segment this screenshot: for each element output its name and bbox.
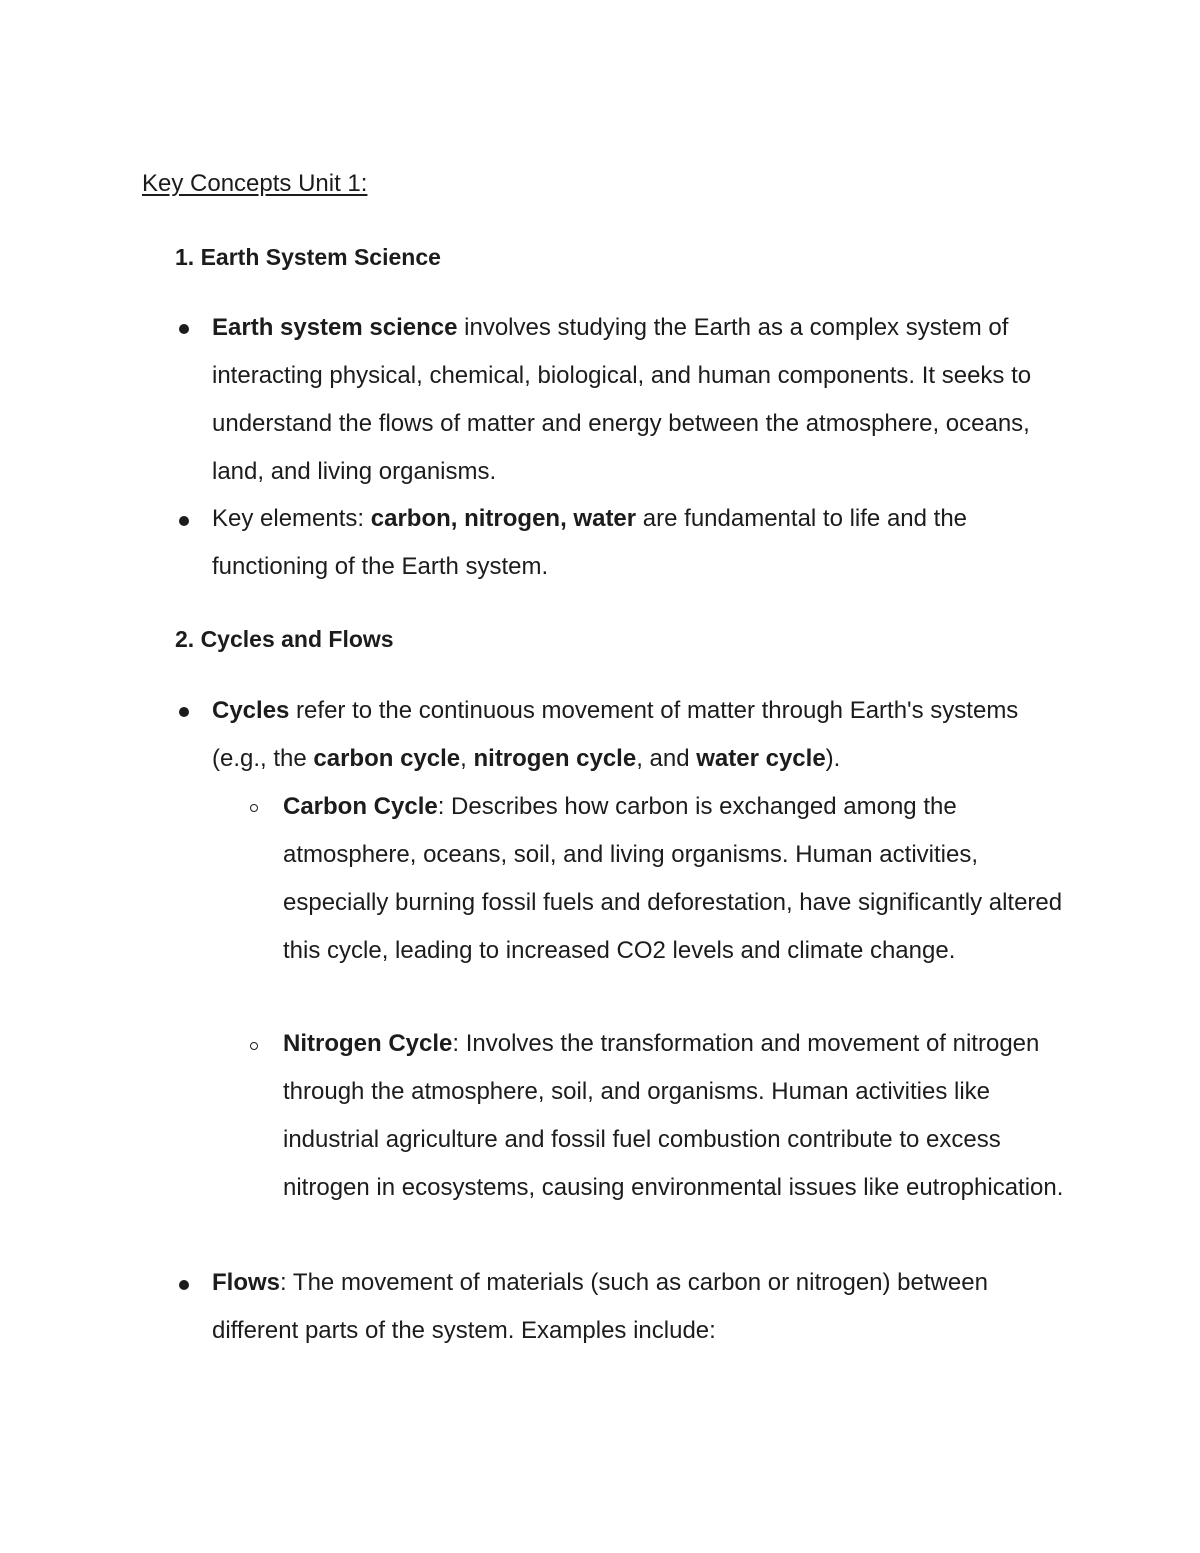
bold-term: Flows [212, 1269, 281, 1296]
bullet-text: : The movement of materials (such as carbon or nitrogen) between different parts of the system. Examples include: [212, 1269, 988, 1344]
bullet-text: : Involves the transformation and movement of nitrogen through the atmosphere, soil, and organisms. Human activities like industrial agriculture and fossil fuel combustion contribute to excess nitrogen in ecosystems, causing environmental issues like eutrophication. [283, 1030, 1064, 1201]
bold-term: Cycles [212, 697, 290, 724]
bullet-text: ). [825, 745, 841, 772]
page-title: Key Concepts Unit 1: [142, 170, 368, 197]
sub-bullet-carbon-cycle [283, 783, 1073, 975]
bold-term: Nitrogen Cycle [283, 1030, 453, 1057]
bold-term: carbon, nitrogen, water [370, 505, 637, 532]
bullet-disc-icon [179, 324, 189, 334]
section-heading-earth-system-science: 1. Earth System Science [175, 244, 441, 270]
bullet-text: refer to the continuous movement of matter through Earth's systems (e.g., the [212, 697, 1019, 772]
bullet-disc-icon [179, 707, 189, 717]
bullet-text: are fundamental to life and the functioning of the Earth system. [212, 505, 968, 580]
bullet-text: , and [636, 745, 697, 772]
bold-term: water cycle [696, 745, 826, 772]
bullet-text: : Describes how carbon is exchanged among the atmosphere, oceans, soil, and living organisms. Human activities, especially burning fossil fuels and deforestation, have significantly altered this cycle, leading to increased CO2 levels and climate change. [283, 793, 1063, 964]
bullet-text: involves studying the Earth as a complex system of interacting physical, chemical, biological, and human components. It seeks to understand the flows of matter and energy between the atmosphere, oceans, land, and living organisms. [212, 314, 1032, 485]
sub-bullet-nitrogen-cycle [283, 1020, 1073, 1212]
bullet-cycles [212, 687, 1072, 783]
bold-term: Earth system science [212, 314, 458, 341]
bullet-disc-icon [179, 516, 189, 526]
section-heading-cycles-and-flows: 2. Cycles and Flows [175, 626, 394, 652]
bullet-text: , [460, 745, 474, 772]
sub-bullet-circle-icon [250, 1042, 258, 1050]
bold-term: nitrogen cycle [473, 745, 637, 772]
bullet-key-elements [212, 495, 1072, 591]
sub-bullet-circle-icon [250, 804, 258, 812]
bullet-text: Key elements: [212, 505, 371, 532]
bullet-flows [212, 1259, 1072, 1355]
bold-term: Carbon Cycle [283, 793, 438, 820]
bullet-earth-system-science [212, 304, 1072, 496]
bullet-disc-icon [179, 1280, 189, 1290]
bold-term: carbon cycle [313, 745, 461, 772]
